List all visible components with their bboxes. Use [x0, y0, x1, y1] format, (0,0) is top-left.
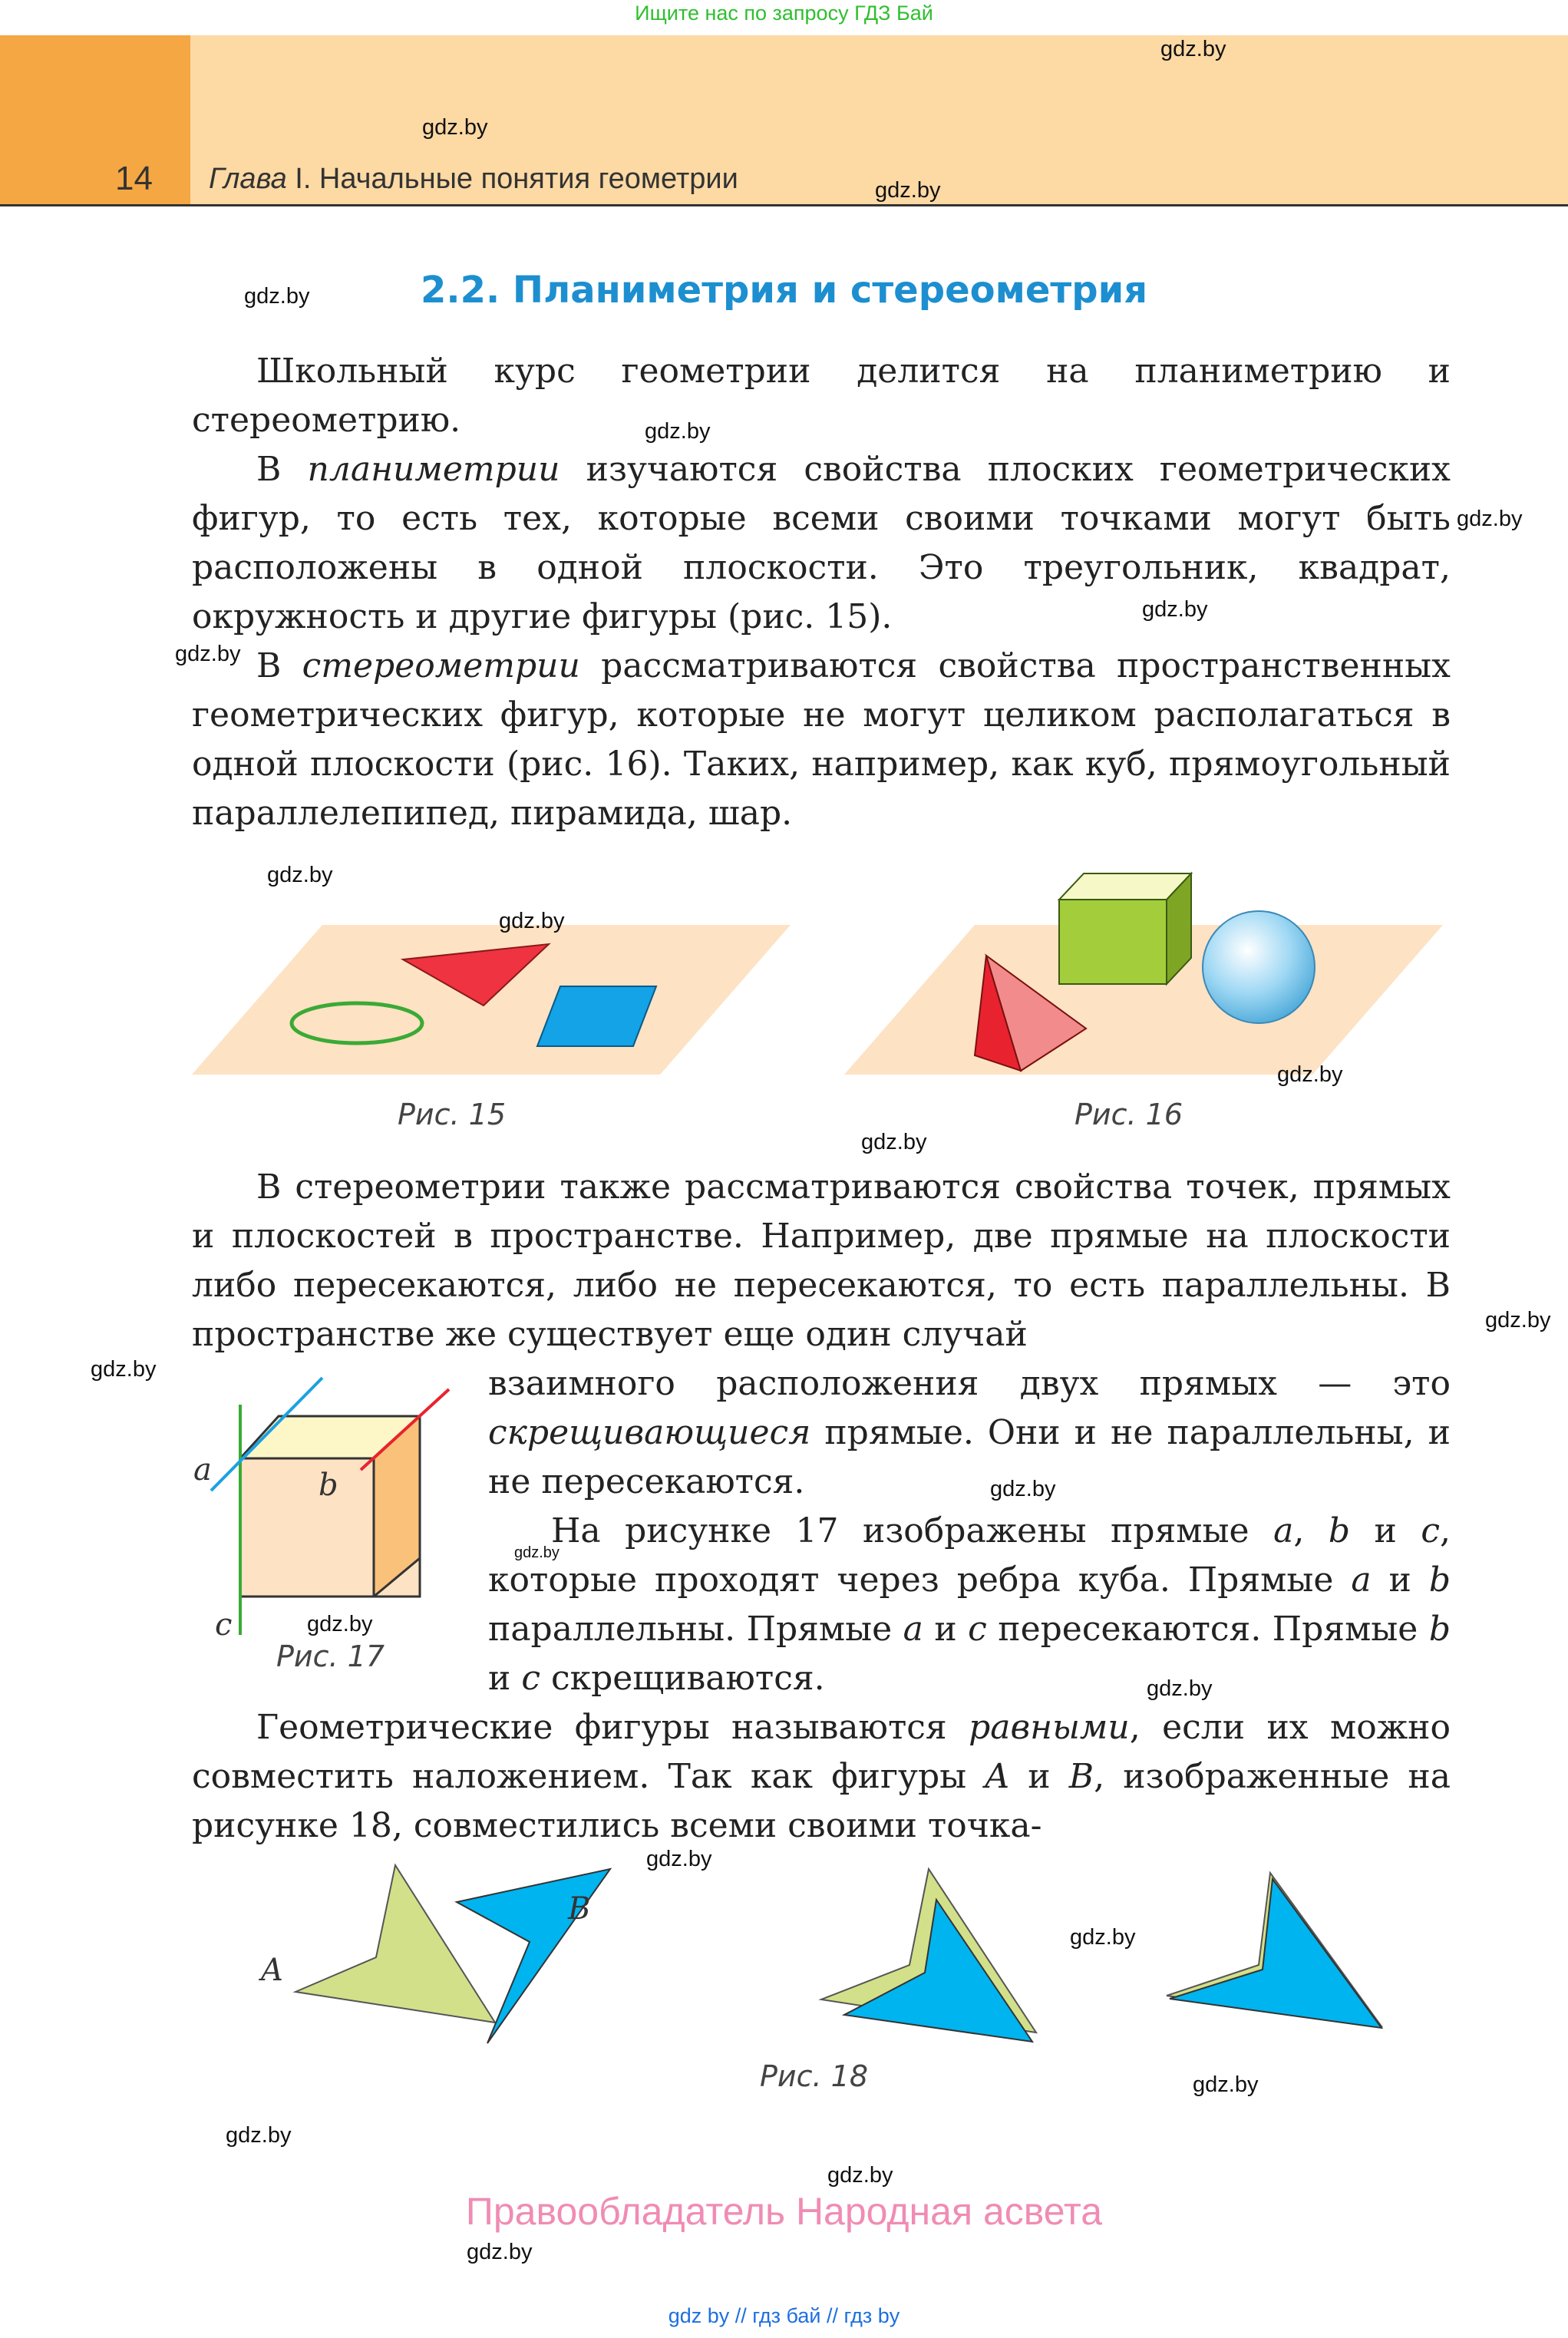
top-search-link[interactable]: Ищите нас по запросу ГДЗ Бай	[635, 2, 933, 25]
watermark: gdz.by	[1147, 1676, 1213, 1701]
bottom-links[interactable]: gdz by // гдз бай // гдз by	[668, 2304, 900, 2327]
paragraph-2	[192, 445, 1451, 642]
label-c: c	[215, 1607, 233, 1643]
watermark: gdz.by	[422, 115, 488, 140]
p5-h: пересекаются. Прямые	[986, 1610, 1429, 1649]
watermark: gdz.by	[1160, 37, 1226, 61]
p2-start: В	[256, 450, 308, 489]
page-number: 14	[115, 160, 153, 197]
watermark: gdz.by	[1193, 2072, 1259, 2097]
p5-a: На рисунке 17 изображены прямые	[551, 1511, 1274, 1550]
paragraph-1	[192, 347, 1451, 445]
watermark: gdz.by	[1142, 597, 1208, 622]
p3-rest: рассматриваются свойства пространственных геометрических фигур, которые не могут целиком располагаться в одной плоскости (рис. 16). Таких, например, как куб, прямоугольный параллелепипед, пирамида, шар.	[192, 646, 1451, 833]
paragraph-1-text: Школьный курс геометрии делится на планиметрию и стереометрию.	[192, 352, 1451, 440]
watermark: gdz.by	[307, 1612, 373, 1636]
p5-b: ,	[1293, 1511, 1329, 1550]
watermark: gdz.by	[827, 2163, 893, 2188]
header-orange-block	[0, 35, 190, 204]
label-A: A	[261, 1953, 283, 1988]
term-planimetry: планиметрии	[307, 450, 560, 489]
var-b-2: b	[1428, 1560, 1451, 1600]
watermark: gdz.by	[875, 178, 941, 203]
p4-cont-start: взаимного расположения двух прямых — это	[488, 1364, 1451, 1403]
label-a: a	[193, 1452, 212, 1488]
p6-mid: , если их можно совместить наложением. Так как фигуры	[192, 1708, 1451, 1796]
watermark: gdz.by	[267, 863, 333, 887]
watermark: gdz.by	[645, 419, 711, 444]
sphere	[1203, 911, 1315, 1023]
figure-15-caption: Рис. 15	[398, 1098, 507, 1131]
figure-18-caption: Рис. 18	[760, 2059, 869, 2093]
paragraph-6	[192, 1703, 1451, 1851]
p5-f: параллельны. Прямые	[488, 1610, 903, 1649]
var-A: A	[985, 1757, 1010, 1796]
p2-rest: изучаются свойства плоских геометрических фигур, то есть тех, которые всеми своими точками могут быть расположены в одной плоскости. Это треугольник, квадрат, окружность и другие фигуры (рис. 15).	[192, 450, 1451, 636]
var-b-3: b	[1428, 1610, 1451, 1649]
p3-start: В	[256, 646, 302, 685]
chapter-name: I. Начальные понятия геометрии	[286, 163, 738, 195]
figure-15	[192, 917, 798, 1086]
chapter-title	[209, 163, 738, 196]
term-skew: скрещивающиеся	[488, 1413, 811, 1452]
var-a: a	[1273, 1511, 1294, 1550]
p4-cont-rest: прямые. Они и не параллельны, и не пересекаются.	[488, 1413, 1451, 1501]
shape-A	[295, 1865, 495, 2023]
watermark: gdz.by	[1457, 507, 1523, 531]
p5-c: и	[1350, 1511, 1421, 1550]
p5-g: и	[923, 1610, 969, 1649]
p5-j: скрещиваются.	[540, 1659, 825, 1698]
plane-15	[192, 925, 791, 1075]
var-c-3: c	[521, 1659, 540, 1698]
watermark: gdz.by	[226, 2123, 292, 2148]
p5-e: и	[1371, 1560, 1429, 1600]
watermark: gdz.by	[646, 1847, 712, 1871]
p5-i: и	[488, 1659, 522, 1698]
p5-d: , которые проходят через ребра куба. Прямые	[488, 1511, 1451, 1600]
var-b: b	[1328, 1511, 1350, 1550]
var-B: B	[1068, 1757, 1094, 1796]
overlap-blue	[844, 1900, 1032, 2042]
var-c: c	[1421, 1511, 1440, 1550]
var-a-3: a	[903, 1610, 923, 1649]
p6-and: и	[1009, 1757, 1069, 1796]
chapter-word: Глава	[209, 163, 287, 195]
watermark: gdz.by	[990, 1477, 1056, 1501]
term-equal: равными	[969, 1708, 1130, 1747]
section-title: 2.2. Планиметрия и стереометрия	[420, 269, 1148, 312]
figure-16-caption: Рис. 16	[1074, 1098, 1183, 1131]
paragraph-5	[488, 1507, 1451, 1703]
watermark: gdz.by	[514, 1544, 560, 1561]
p6-rest: , изображенные на рисунке 18, совместились всеми своими точка-	[192, 1757, 1451, 1845]
watermark: gdz.by	[861, 1130, 927, 1154]
figure-18	[230, 1858, 1474, 2080]
watermark: gdz.by	[1485, 1308, 1551, 1332]
watermark: gdz.by	[467, 2240, 533, 2264]
paragraph-4-continued	[488, 1359, 1451, 1507]
watermark: gdz.by	[1277, 1062, 1343, 1087]
p4-text: В стереометрии также рассматриваются свойства точек, прямых и плоскостей в пространстве. Например, две прямые на плоскости либо пересекаются, либо не пересекаются, то есть параллельны. В пространстве же существует еще один случай	[192, 1167, 1451, 1354]
term-stereometry: стереометрии	[302, 646, 580, 685]
watermark: gdz.by	[499, 909, 565, 933]
watermark: gdz.by	[1070, 1925, 1136, 1950]
p6-start: Геометрические фигуры называются	[256, 1708, 969, 1747]
coincide-blue	[1170, 1879, 1381, 2028]
watermark: gdz.by	[91, 1357, 157, 1382]
header-divider	[0, 204, 1568, 206]
watermark: gdz.by	[175, 642, 241, 666]
var-a-2: a	[1351, 1560, 1372, 1600]
figure-16	[844, 860, 1451, 1090]
cube-front	[1059, 900, 1167, 984]
watermark: gdz.by	[244, 284, 310, 309]
paragraph-4	[192, 1163, 1451, 1359]
paragraph-3	[192, 642, 1451, 838]
copyright-notice: Правообладатель Народная асвета	[465, 2190, 1103, 2233]
label-b: b	[319, 1468, 338, 1503]
var-c-2: c	[968, 1610, 987, 1649]
cube-17-face	[240, 1458, 374, 1597]
figure-17-caption: Рис. 17	[276, 1640, 385, 1673]
label-B: B	[568, 1891, 591, 1927]
